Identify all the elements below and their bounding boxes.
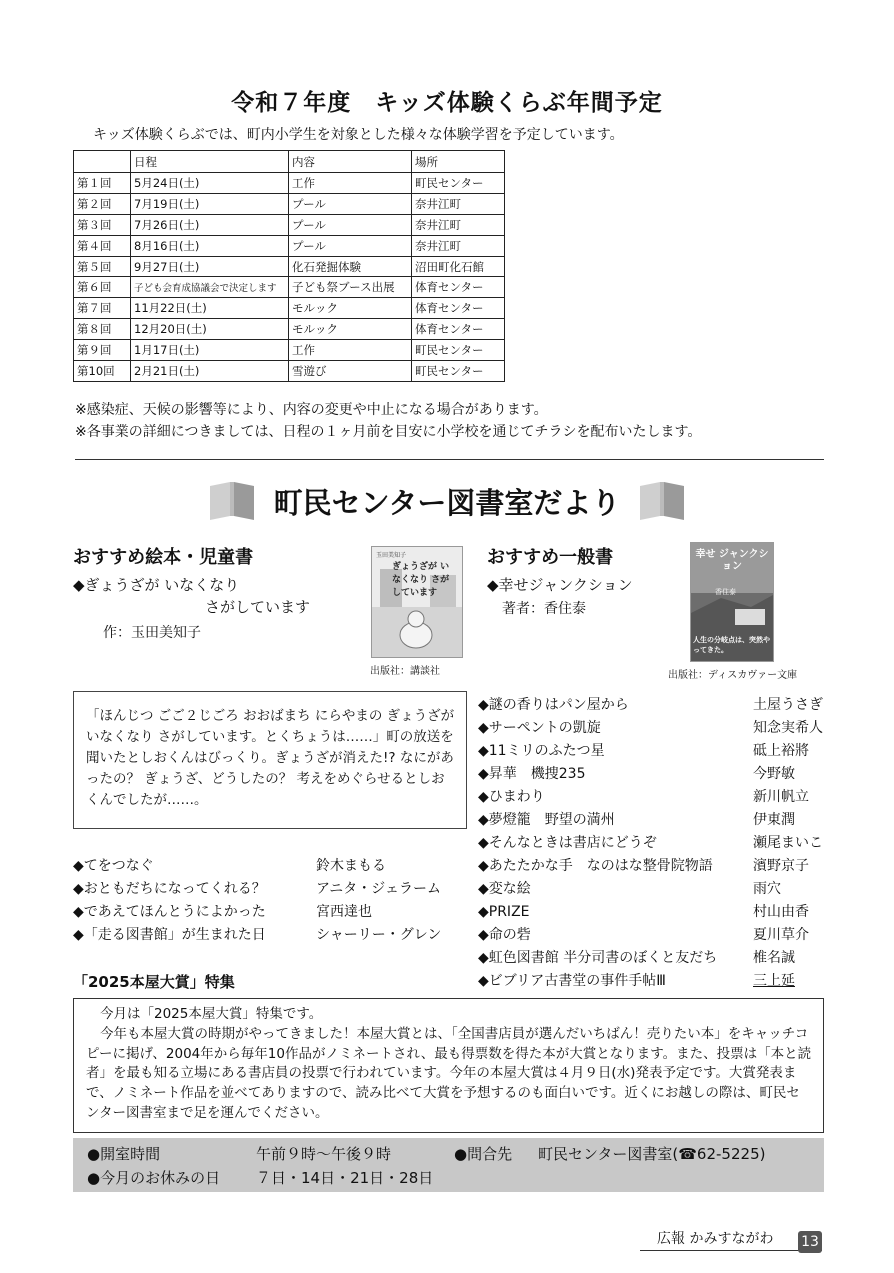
session-cell: 第９回	[74, 340, 131, 361]
content-cell: モルック	[289, 319, 412, 340]
book-title: ◆サーペントの凱旋	[478, 720, 601, 736]
content-cell: プール	[289, 214, 412, 235]
date-cell: 1月17日(土)	[131, 340, 289, 361]
header-cell: 場所	[412, 151, 505, 173]
honya-taisho-box	[73, 998, 824, 1133]
session-cell: 第５回	[74, 256, 131, 277]
book-title: ◆あたたかな手 なのはな整骨院物語	[478, 858, 713, 874]
library-title-block	[0, 478, 894, 524]
content-cell: 化石発掘体験	[289, 256, 412, 277]
book-author: 濱野京子	[753, 858, 809, 874]
list-item	[73, 901, 473, 924]
kids-club-intro: キッズ体験くらぶでは、町内小学生を対象とした様々な体験学習を予定しています。	[93, 127, 624, 143]
book-author: 土屋うさぎ	[753, 697, 823, 713]
book-author: 伊東潤	[753, 812, 795, 828]
closed-days-value: ７日・14日・21日・28日	[256, 1169, 434, 1187]
page-number: 13	[798, 1231, 822, 1253]
book-author: 雨穴	[753, 881, 781, 897]
honya-heading: 「2025本屋大賞」特集	[73, 973, 235, 991]
table-row	[74, 173, 505, 194]
library-title: 町民センター図書室だより	[273, 485, 621, 520]
list-item	[73, 878, 473, 901]
list-item	[478, 855, 830, 878]
date-cell: 7月26日(土)	[131, 214, 289, 235]
book-title: ◆「走る図書館」が生まれた日	[73, 927, 266, 943]
children-book-list	[73, 855, 473, 947]
picture-book-cover	[371, 546, 463, 658]
book-title: ◆ビブリア古書堂の事件手帖Ⅲ	[478, 973, 666, 989]
list-item	[478, 924, 830, 947]
honya-intro: 今月は「2025本屋大賞」特集です。	[100, 1006, 323, 1022]
content-cell: 子ども祭ブース出展	[289, 277, 412, 298]
date-cell: 7月19日(土)	[131, 193, 289, 214]
general-book-title: ◆幸せジャンクション	[487, 576, 633, 594]
date-cell: 11月22日(土)	[131, 298, 289, 319]
kids-club-title: 令和７年度 キッズ体験くらぶ年間予定	[231, 90, 663, 116]
table-header-row	[74, 151, 505, 173]
book-author: 瀬尾まいこ	[753, 835, 823, 851]
content-cell: プール	[289, 193, 412, 214]
book-author: 椎名誠	[753, 950, 795, 966]
book-author: 鈴木まもる	[316, 858, 386, 874]
session-cell: 第10回	[74, 361, 131, 382]
note-line: ※各事業の詳細につきましては、日程の１ヶ月前を目安に小学校を通じてチラシを配布いたします。	[75, 424, 702, 440]
session-cell: 第７回	[74, 298, 131, 319]
table-row	[74, 319, 505, 340]
general-book-list	[478, 694, 830, 993]
session-cell: 第３回	[74, 214, 131, 235]
table-row	[74, 277, 505, 298]
book-title: ◆おともだちになってくれる？	[73, 881, 266, 897]
list-item	[478, 901, 830, 924]
place-cell: 体育センター	[412, 277, 505, 298]
picture-book-publisher: 出版社：講談社	[370, 666, 440, 677]
book-title: ◆そんなときは書店にどうぞ	[478, 835, 657, 851]
list-item	[478, 809, 830, 832]
content-cell: 工作	[289, 173, 412, 194]
list-item	[478, 763, 830, 786]
book-author: 知念実希人	[753, 720, 823, 736]
date-cell: 2月21日(土)	[131, 361, 289, 382]
book-author: シャーリー・グレン	[316, 927, 442, 943]
date-cell: 9月27日(土)	[131, 256, 289, 277]
book-title: ◆虹色図書館 半分司書のぼくと友だち	[478, 950, 718, 966]
open-book-icon	[636, 478, 688, 524]
picture-books-heading: おすすめ絵本・児童書	[73, 547, 254, 568]
book-author: 砥上裕將	[753, 743, 809, 759]
cover-author-text: 香住泰	[715, 588, 736, 596]
book-title: ◆謎の香りはパン屋から	[478, 697, 629, 713]
session-cell: 第２回	[74, 193, 131, 214]
honya-body: 今年も本屋大賞の時期がやってきました！本屋大賞とは、「全国書店員が選んだいちばん！売りたい本」をキャッチコピーに掲げ、2004年から毎年10作品がノミネートされ、最も得票数を得た本が大賞となります。また、投票は「本と読者」を最も知る立場にある書店員の投票で行われています。今年の本屋大賞は４月９日(水)発表予定です。大賞発表まで、ノミネート作品を並べてありますので、読み比べて大賞を予想するのも面白いです。近くにお越しの際は、町民センター図書室まで足を運んでください。	[86, 1025, 812, 1121]
book-title: ◆昇華 機捜235	[478, 766, 586, 782]
list-item	[478, 832, 830, 855]
list-item	[478, 717, 830, 740]
general-books-heading: おすすめ一般書	[487, 547, 614, 568]
place-cell: 町民センター	[412, 340, 505, 361]
content-cell: プール	[289, 235, 412, 256]
schedule-notes	[75, 399, 701, 443]
book-title: ◆11ミリのふたつ星	[478, 743, 605, 759]
picture-book-author: 作：玉田美知子	[103, 625, 201, 641]
book-title: ◆変な絵	[478, 881, 531, 897]
session-cell: 第１回	[74, 173, 131, 194]
section-divider	[75, 459, 824, 460]
picture-book-title-2: さがしています	[205, 598, 311, 616]
schedule-table	[73, 150, 505, 382]
place-cell: 奈井江町	[412, 214, 505, 235]
list-item	[73, 924, 473, 947]
table-row	[74, 361, 505, 382]
place-cell: 奈井江町	[412, 193, 505, 214]
picture-book-title-1: ◆ぎょうざが いなくなり	[73, 576, 240, 594]
picture-book-summary: 「ほんじつ ごご２じごろ おおばまち にらやまの ぎょうざが いなくなり さがしています。とくちょうは……」町の放送を聞いたとしおくんはびっくり。ぎょうざが消えた!? なにがあったの？ ぎょうざ、どうしたの？ 考えをめぐらせるとしおくんでしたが……。	[73, 691, 467, 829]
table-row	[74, 340, 505, 361]
book-author: 三上延	[753, 973, 795, 989]
book-title: ◆命の砦	[478, 927, 531, 943]
content-cell: 雪遊び	[289, 361, 412, 382]
hours-label: ●開室時間	[87, 1145, 161, 1163]
list-item	[478, 694, 830, 717]
general-book-author: 著者：香住泰	[502, 601, 586, 617]
table-row	[74, 214, 505, 235]
book-title: ◆てをつなぐ	[73, 858, 154, 874]
list-item	[73, 855, 473, 878]
book-author: 村山由香	[753, 904, 809, 920]
note-line: ※感染症、天候の影響等により、内容の変更や中止になる場合があります。	[75, 402, 548, 418]
list-item	[478, 970, 830, 993]
open-book-icon	[206, 478, 258, 524]
list-item	[478, 740, 830, 763]
place-cell: 奈井江町	[412, 235, 505, 256]
book-title: ◆PRIZE	[478, 904, 530, 920]
header-cell	[74, 151, 131, 173]
list-item	[478, 947, 830, 970]
closed-days-label: ●今月のお休みの日	[87, 1169, 221, 1187]
place-cell: 沼田町化石館	[412, 256, 505, 277]
book-author: 宮西達也	[316, 904, 372, 920]
library-info-bar	[73, 1138, 824, 1192]
contact-label: ●問合先	[454, 1145, 513, 1163]
table-row	[74, 193, 505, 214]
place-cell: 町民センター	[412, 361, 505, 382]
session-cell: 第８回	[74, 319, 131, 340]
cover-title-text: 幸せ ジャンクション	[695, 549, 769, 572]
header-cell: 日程	[131, 151, 289, 173]
list-item	[478, 878, 830, 901]
table-row	[74, 256, 505, 277]
cover-title-text: ぎょうざが いなくなり さがしています	[392, 562, 450, 598]
cover-author-text: 玉田美知子	[376, 552, 407, 559]
session-cell: 第４回	[74, 235, 131, 256]
book-title: ◆であえてほんとうによかった	[73, 904, 266, 920]
content-cell: モルック	[289, 298, 412, 319]
book-author: アニタ・ジェラーム	[316, 881, 442, 897]
publication-name: 広報 かみすながわ	[657, 1231, 774, 1247]
footer-rule	[640, 1250, 822, 1251]
book-author: 今野敏	[753, 766, 795, 782]
place-cell: 体育センター	[412, 298, 505, 319]
cover-tagline-text: 人生の分岐点は、突然やってきた。	[693, 636, 770, 654]
general-book-cover	[690, 542, 774, 662]
general-book-publisher: 出版社：ディスカヴァー文庫	[668, 670, 798, 681]
content-cell: 工作	[289, 340, 412, 361]
list-item	[478, 786, 830, 809]
book-title: ◆夢燈籠 野望の満州	[478, 812, 615, 828]
book-title: ◆ひまわり	[478, 789, 545, 805]
date-cell: 12月20日(土)	[131, 319, 289, 340]
session-cell: 第６回	[74, 277, 131, 298]
date-cell: 8月16日(土)	[131, 235, 289, 256]
date-cell: 子ども会育成協議会で決定します	[131, 277, 289, 298]
book-author: 新川帆立	[753, 789, 809, 805]
book-author: 夏川草介	[753, 927, 809, 943]
contact-value: 町民センター図書室(☎62-5225)	[538, 1145, 766, 1163]
date-cell: 5月24日(土)	[131, 173, 289, 194]
table-row	[74, 298, 505, 319]
place-cell: 町民センター	[412, 173, 505, 194]
place-cell: 体育センター	[412, 319, 505, 340]
table-row	[74, 235, 505, 256]
hours-value: 午前９時～午後９時	[256, 1145, 392, 1163]
header-cell: 内容	[289, 151, 412, 173]
